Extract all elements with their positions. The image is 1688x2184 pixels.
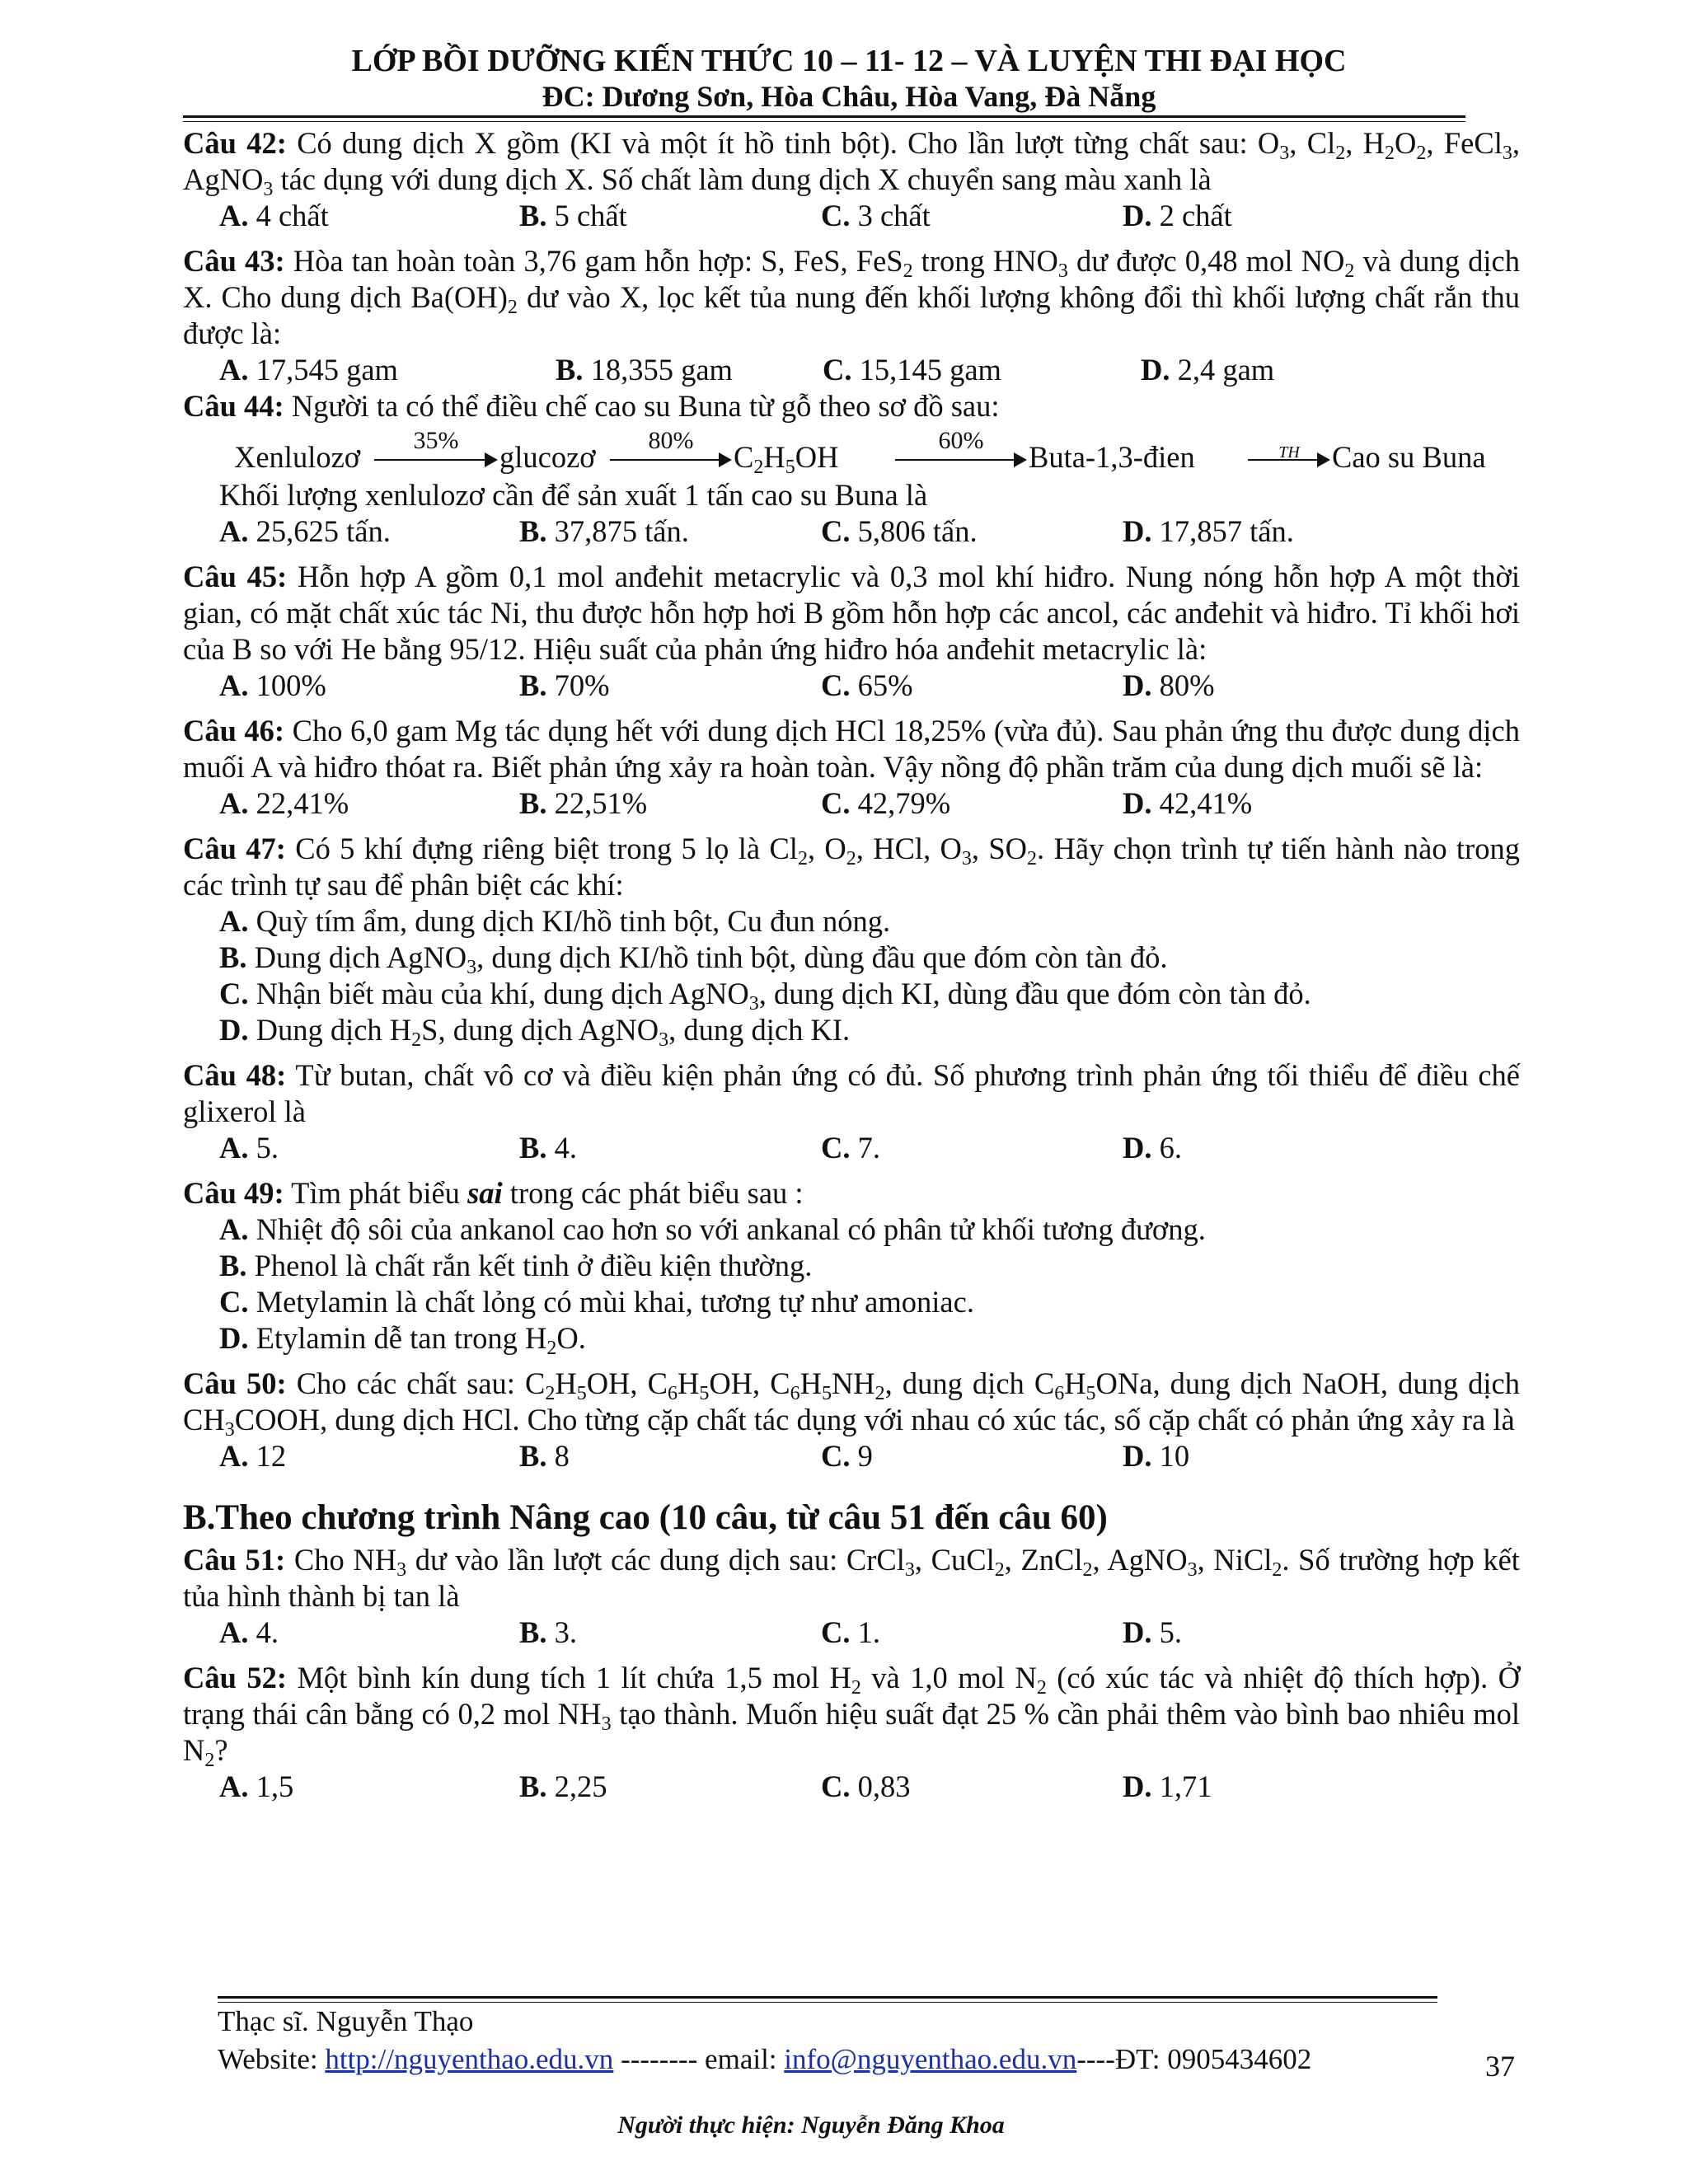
- option-d[interactable]: D. 6.: [1123, 1131, 1182, 1165]
- answer-options: [183, 513, 1520, 550]
- answer-options: [183, 1438, 1520, 1474]
- answer-options: [183, 352, 1520, 388]
- footer-author: Thạc sĩ. Nguyễn Thạo: [218, 2005, 474, 2037]
- option-a[interactable]: A. Quỳ tím ẩm, dung dịch KI/hồ tinh bột, Cu đun nóng.: [219, 904, 891, 938]
- option-c[interactable]: C. 3 chất: [821, 199, 931, 232]
- header-divider: [183, 115, 1465, 118]
- email-separator: -------- email:: [621, 2043, 777, 2075]
- question-50: [183, 1366, 1520, 1474]
- option-d[interactable]: D. Etylamin dễ tan trong $H_2O$.: [219, 1321, 586, 1359]
- option-b[interactable]: B. 5 chất: [519, 199, 627, 232]
- option-a[interactable]: A. 22,41%: [219, 786, 349, 820]
- question-52: [183, 1660, 1520, 1805]
- option-d[interactable]: D. 5.: [1123, 1615, 1182, 1649]
- answer-options: [183, 198, 1520, 234]
- option-d[interactable]: D. 2 chất: [1123, 199, 1232, 232]
- scheme-ethanol: $C_2H_5OH$: [734, 440, 839, 478]
- question-45: [183, 559, 1520, 704]
- scheme-butadiene: Buta-1,3-đien: [1029, 440, 1195, 474]
- option-b[interactable]: B. 18,355 gam: [556, 353, 733, 387]
- question-43: [183, 243, 1520, 388]
- scheme-buna-rubber: Cao su Buna: [1332, 440, 1486, 474]
- website-label: Website:: [218, 2043, 318, 2075]
- email-link[interactable]: info@nguyenthao.edu.vn: [784, 2043, 1077, 2075]
- section-heading: B.Theo chương trình Nâng cao (10 câu, từ câu 51 đến câu 60): [183, 1498, 1108, 1537]
- question-49: [183, 1175, 1520, 1357]
- option-a[interactable]: A. 4.: [219, 1615, 279, 1649]
- header-title: LỚP BỒI DƯỠNG KIẾN THỨC 10 – 11- 12 – VÀ LUYỆN THI ĐẠI HỌC: [351, 44, 1347, 78]
- option-c[interactable]: C. 7.: [821, 1131, 880, 1165]
- option-a[interactable]: A. 12: [219, 1439, 287, 1473]
- question-46: [183, 713, 1520, 822]
- question-text: Câu 48: Từ butan, chất vô cơ và điều kiện phản ứng có đủ. Số phương trình phản ứng tối thiểu để điều chế glixerol là: [183, 1058, 1520, 1128]
- option-a[interactable]: A. 100%: [219, 668, 326, 702]
- option-c[interactable]: C. Nhận biết màu của khí, dung dịch AgNO$_3$, dung dịch KI, dùng đầu que đóm còn tàn đỏ.: [219, 977, 1311, 1015]
- option-d[interactable]: D. 42,41%: [1123, 786, 1253, 820]
- option-a[interactable]: A. 1,5: [219, 1769, 294, 1803]
- page-header: [181, 43, 1517, 114]
- scheme-glucose: glucozơ: [499, 440, 596, 474]
- phone-number: ----ĐT: 0905434602: [1076, 2043, 1312, 2075]
- option-b[interactable]: B. 22,51%: [519, 786, 648, 820]
- header-address: ĐC: Dương Sơn, Hòa Châu, Hòa Vang, Đà Nẵng: [542, 80, 1156, 113]
- question-text: Câu 49: Tìm phát biểu sai trong các phát biểu sau :: [183, 1176, 804, 1210]
- option-c[interactable]: C. Metylamin là chất lỏng có mùi khai, tương tự như amoniac.: [219, 1285, 974, 1319]
- question-text: Câu 51: Cho $NH_3$ dư vào lần lượt các dung dịch sau: CrCl$_3$, CuCl$_2$, ZnCl$_2$, AgNO$_3$, NiCl$_2$. Số trường hợp kết tủa hình thành bị tan là: [183, 1543, 1520, 1613]
- option-b[interactable]: B. Phenol là chất rắn kết tinh ở điều kiện thường.: [219, 1249, 813, 1282]
- answer-options: [183, 1615, 1520, 1651]
- option-d[interactable]: D. 10: [1123, 1439, 1190, 1473]
- footer-contact: [218, 2041, 1311, 2079]
- implementer-credit: Người thực hiện: Nguyễn Đăng Khoa: [617, 2111, 1005, 2139]
- answer-options: [183, 1130, 1520, 1166]
- question-text-2: Khối lượng xenlulozơ cần để sản xuất 1 tấn cao su Buna là: [219, 478, 928, 512]
- option-b[interactable]: B. 37,875 tấn.: [519, 514, 689, 548]
- answer-options: [183, 1769, 1520, 1805]
- option-a[interactable]: A. 25,625 tấn.: [219, 514, 391, 548]
- reaction-scheme: Xenlulozơ 35% glucozơ 80% $C_2H_5OH$ 60% Buta-1,3-đien TH Cao su Buna: [234, 427, 1486, 478]
- question-42: [183, 125, 1520, 234]
- option-d[interactable]: D. 2,4 gam: [1141, 353, 1275, 387]
- question-47: [183, 831, 1520, 1051]
- option-d[interactable]: D. 1,71: [1123, 1769, 1212, 1803]
- question-text: Câu 42: Có dung dịch X gồm (KI và một ít hồ tinh bột). Cho lần lượt từng chất sau: $O_3$, $Cl_2$, $H_2O_2$, FeCl$_3$, AgNO$_3$ tác dụng với dung dịch X. Số chất làm dung dịch X chuyển sang màu xanh là: [183, 126, 1520, 200]
- answer-options: [183, 785, 1520, 822]
- option-b[interactable]: B. 4.: [519, 1131, 577, 1165]
- question-text: Câu 46: Cho 6,0 gam Mg tác dụng hết với dung dịch HCl 18,25% (vừa đủ). Sau phản ứng thu được dung dịch muối A và hiđro thóat ra. Biết phản ứng xảy ra hoàn toàn. Vậy nồng độ phần trăm của dung dịch muối sẽ là:: [183, 714, 1520, 784]
- option-c[interactable]: C. 9: [821, 1439, 873, 1473]
- page-footer: [218, 2003, 1311, 2079]
- footer-divider: [218, 1996, 1437, 1999]
- option-b[interactable]: B. 70%: [519, 668, 610, 702]
- option-c[interactable]: C. 1.: [821, 1615, 880, 1649]
- option-a[interactable]: A. 17,545 gam: [219, 353, 398, 387]
- question-text: Câu 50: Cho các chất sau: $C_2H_5OH$, $C_6H_5OH$, $C_6H_5NH_2$, dung dịch $C_6H_5ONa$, dung dịch NaOH, dung dịch $CH_3COOH$, dung dịch HCl. Cho từng cặp chất tác dụng với nhau có xúc tác, số cặp chất có phản ứng xảy ra là: [183, 1366, 1520, 1441]
- option-c[interactable]: C. 42,79%: [821, 786, 951, 820]
- option-c[interactable]: C. 5,806 tấn.: [821, 514, 978, 548]
- option-b[interactable]: B. 3.: [519, 1615, 577, 1649]
- option-a[interactable]: A. 4 chất: [219, 199, 329, 232]
- scheme-cellulose: Xenlulozơ: [234, 440, 361, 474]
- page-number: 37: [1485, 2050, 1515, 2083]
- option-b[interactable]: B. Dung dịch AgNO$_3$, dung dịch KI/hồ tinh bột, dùng đầu que đóm còn tàn đỏ.: [219, 940, 1168, 978]
- option-c[interactable]: C. 65%: [821, 668, 913, 702]
- questions-content: [183, 125, 1520, 1805]
- answer-options: [183, 668, 1520, 704]
- option-d[interactable]: D. Dung dịch $H_2S$, dung dịch AgNO$_3$, dung dịch KI.: [219, 1013, 851, 1051]
- question-51: [183, 1542, 1520, 1651]
- option-c[interactable]: C. 15,145 gam: [823, 353, 1001, 387]
- question-text: Câu 44: Người ta có thể điều chế cao su Buna từ gỗ theo sơ đồ sau:: [183, 389, 1000, 423]
- website-link[interactable]: http://nguyenthao.edu.vn: [325, 2043, 614, 2075]
- question-text: Câu 43: Hòa tan hoàn toàn 3,76 gam hỗn hợp: S, FeS, FeS$_2$ trong $HNO_3$ dư được 0,48 mol $NO_2$ và dung dịch X. Cho dung dịch $Ba(OH)_2$ dư vào X, lọc kết tủa nung đến khối lượng không đổi thì khối lượng chất rắn thu được là:: [183, 244, 1520, 350]
- option-d[interactable]: D. 80%: [1123, 668, 1215, 702]
- option-b[interactable]: B. 8: [519, 1439, 570, 1473]
- option-d[interactable]: D. 17,857 tấn.: [1123, 514, 1294, 548]
- question-44: [183, 388, 1520, 550]
- question-text: Câu 52: Một bình kín dung tích 1 lít chứa 1,5 mol $H_2$ và 1,0 mol $N_2$ (có xúc tác và nhiệt độ thích hợp). Ở trạng thái cân bằng có 0,2 mol $NH_3$ tạo thành. Muốn hiệu suất đạt 25 % cần phải thêm vào bình bao nhiêu mol $N_2$?: [183, 1661, 1520, 1771]
- option-a[interactable]: A. 5.: [219, 1131, 279, 1165]
- question-text: Câu 47: Có 5 khí đựng riêng biệt trong 5 lọ là $Cl_2$, $O_2$, HCl, $O_3$, $SO_2$. Hãy chọn trình tự tiến hành nào trong các trình tự sau để phân biệt các khí:: [183, 832, 1520, 902]
- option-b[interactable]: B. 2,25: [519, 1769, 607, 1803]
- option-a[interactable]: A. Nhiệt độ sôi của ankanol cao hơn so với ankanal có phân tử khối tương đương.: [219, 1212, 1206, 1246]
- question-text: Câu 45: Hỗn hợp A gồm 0,1 mol anđehit metacrylic và 0,3 mol khí hiđro. Nung nóng hỗn hợp A một thời gian, có mặt chất xúc tác Ni, thu được hỗn hợp hơi B gồm hỗn hợp các ancol, các anđehit và hiđro. Tỉ khối hơi của B so với He bằng 95/12. Hiệu suất của phản ứng hiđro hóa anđehit metacrylic là:: [183, 560, 1520, 666]
- option-c[interactable]: C. 0,83: [821, 1769, 911, 1803]
- header-divider-thin: [183, 121, 1465, 122]
- question-48: [183, 1057, 1520, 1166]
